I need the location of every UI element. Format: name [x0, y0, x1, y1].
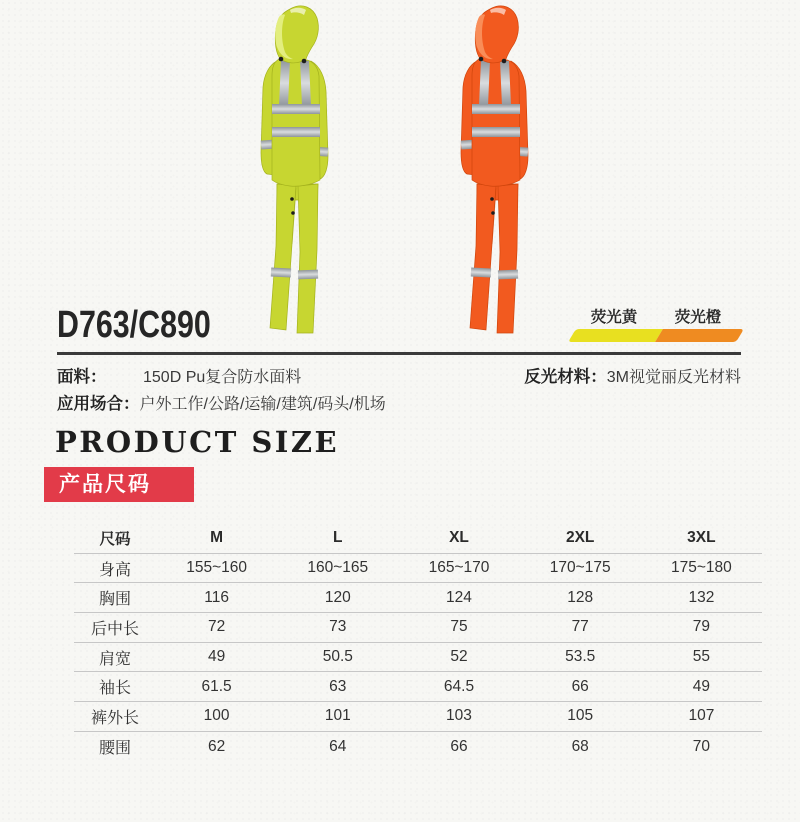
- size-table: [74, 524, 762, 762]
- product-photo-yellow-suit: [240, 2, 352, 334]
- row-label: 身高: [98, 561, 131, 579]
- table-header-row: [74, 524, 762, 554]
- cell: 103: [446, 707, 472, 725]
- cell: 55: [692, 648, 711, 666]
- cell: 64: [329, 737, 347, 755]
- cell: 105: [567, 707, 594, 725]
- swatch-label-yellow: 荧光黄: [590, 309, 638, 326]
- cell: 50.5: [322, 648, 353, 666]
- model-number: D763/C890: [57, 304, 211, 346]
- cell: 116: [204, 588, 229, 606]
- pants: [470, 184, 518, 333]
- fabric-value: 150D Pu复合防水面料: [143, 369, 302, 386]
- section-title-badge: 产品尺码: [44, 467, 194, 502]
- cell: XL: [449, 529, 469, 547]
- reflective-material-value: 3M视觉丽反光材料: [606, 369, 741, 386]
- table-row: [74, 613, 762, 643]
- table-row: [74, 583, 762, 613]
- cell: 73: [329, 618, 347, 636]
- cell: 62: [207, 737, 226, 755]
- section-title-english: PRODUCT SIZE: [55, 425, 340, 459]
- spec-reflective-material: [524, 363, 741, 387]
- cell: 165~170: [428, 559, 490, 577]
- fabric-label: 面料：: [57, 368, 107, 386]
- usage-label: 应用场合：: [57, 395, 140, 413]
- pants: [270, 184, 318, 333]
- cell: L: [333, 529, 343, 547]
- hood: [475, 6, 518, 63]
- row-label: 肩宽: [98, 650, 131, 668]
- cell: 101: [324, 707, 351, 725]
- jacket-torso: [472, 59, 520, 186]
- cell: 77: [571, 618, 589, 636]
- cell: 66: [450, 737, 468, 755]
- row-label: 袖长: [98, 680, 131, 698]
- cell: 68: [571, 737, 589, 755]
- cell: 53.5: [565, 648, 596, 666]
- cell: 170~175: [549, 559, 611, 577]
- cell: 132: [688, 588, 715, 606]
- row-label: 尺码: [99, 531, 131, 549]
- cell: 155~160: [186, 559, 247, 577]
- product-photo-orange-suit: [440, 2, 552, 334]
- row-label: 后中长: [90, 620, 139, 638]
- row-label: 裤外长: [90, 709, 139, 727]
- cell: 124: [446, 588, 472, 606]
- spec-fabric: [57, 363, 301, 387]
- reflective-band: [272, 104, 320, 114]
- cell: 70: [692, 737, 711, 755]
- table-row: [74, 554, 762, 584]
- reflective-material-label: 反光材料：: [524, 368, 607, 386]
- color-swatch-bar: [568, 329, 744, 342]
- usage-value: 户外工作/公路/运输/建筑/码头/机场: [139, 396, 386, 413]
- reflective-band: [472, 104, 520, 114]
- cell: 100: [203, 707, 230, 725]
- cell: M: [210, 529, 224, 547]
- table-row: [74, 643, 762, 673]
- color-swatch-labels: [572, 305, 740, 327]
- cell: 160~165: [307, 559, 369, 577]
- row-label: 腰围: [98, 740, 131, 758]
- cell: 3XL: [687, 529, 716, 547]
- cell: 79: [692, 618, 711, 636]
- cell: 2XL: [565, 529, 595, 547]
- cell: 63: [329, 677, 347, 695]
- swatch-fluorescent-orange: [655, 329, 744, 342]
- cell: 66: [571, 677, 589, 695]
- spec-row-1: [57, 363, 741, 387]
- cell: 49: [692, 677, 711, 695]
- cell: 75: [450, 618, 468, 636]
- swatch-fluorescent-yellow: [568, 329, 663, 342]
- divider-rule: [57, 352, 741, 355]
- spec-row-2: [57, 390, 741, 414]
- cell: 52: [450, 648, 468, 666]
- table-row: [74, 702, 762, 732]
- swatch-label-orange: 荧光橙: [674, 309, 722, 326]
- reflective-band: [272, 127, 320, 137]
- cell: 64.5: [443, 677, 475, 695]
- table-row: [74, 672, 762, 702]
- cell: 175~180: [671, 559, 732, 577]
- cell: 107: [688, 707, 715, 725]
- cell: 61.5: [201, 677, 232, 695]
- cell: 49: [207, 648, 226, 666]
- reflective-band: [472, 127, 520, 137]
- jacket-torso: [272, 59, 320, 186]
- cell: 128: [567, 588, 594, 606]
- cell: 72: [207, 618, 226, 636]
- row-label: 胸围: [98, 591, 131, 609]
- table-row: [74, 732, 762, 762]
- cell: 120: [324, 588, 351, 606]
- hood: [275, 6, 318, 63]
